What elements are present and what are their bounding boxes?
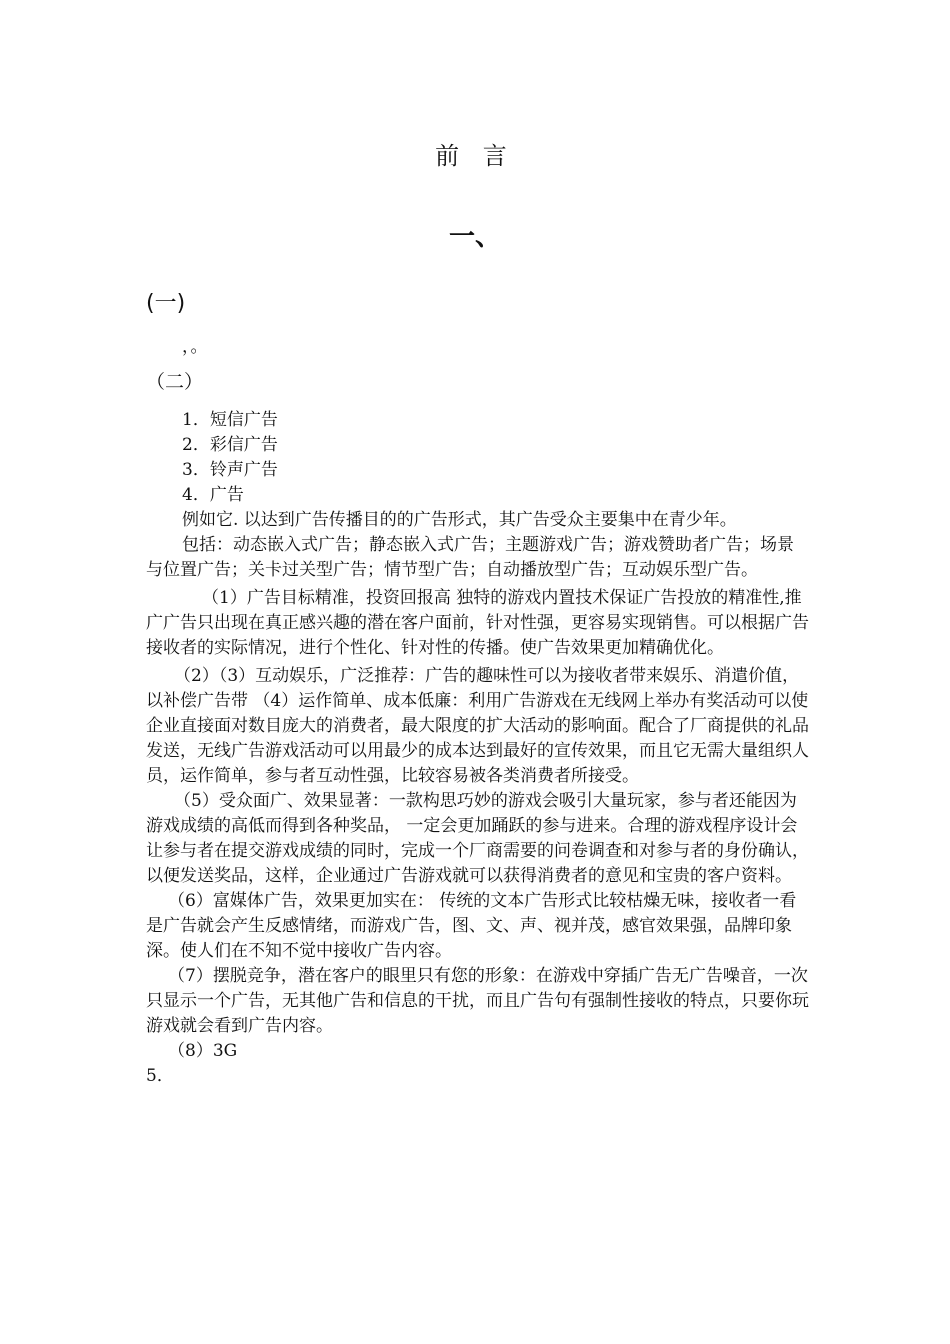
paragraph-example: 例如它. 以达到广告传播目的的广告形式，其广告受众主要集中在青少年。 [182,510,737,530]
paragraph-1: （1）广告目标精准，投资回报高 独特的游戏内置技术保证广告投放的精准性,推广广告只出现在真正感兴趣的潜在客户面前，针对性强，更容易实现销售。可以根据广告接收者的实际情况，进行个性化、针对性的传播。使广告效果更加精确优化。 [146,588,809,658]
page-title: 前 言 [435,142,515,170]
section-1-text: ，。 [182,337,208,357]
section-heading-2: （二） [146,371,204,393]
chapter-heading: 一、 [448,222,501,252]
paragraph-2-4: （2）（3）互动娱乐，广泛推荐：广告的趣味性可以为接收者带来娱乐、消遣价值，以补偿广告带 （4）运作简单、成本低廉：利用广告游戏在无线网上举办有奖活动可以使企业直接面对数目庞大的消费者，最大限度的扩大活动的影响面。配合了厂商提供的礼品发送，无线广告游戏活动可以用最少的成本达到最好的宣传效果，而且它无需大量组织人员，运作简单，参与者互动性强，比较容易被各类消费者所接受。 [146,666,809,786]
paragraph-7: （7）摆脱竞争，潜在客户的眼里只有您的形象：在游戏中穿插广告无广告噪音，一次只显示一个广告，无其他广告和信息的干扰，而且广告句有强制性接收的特点，只要你玩游戏就会看到广告内容。 [146,966,809,1036]
list-item: 2．彩信广告 [182,435,278,455]
list-item: 4．广告 [182,485,244,505]
document-body [146,408,810,1089]
list-item: 1．短信广告 [182,410,278,430]
paragraph-last: 5． [146,1066,174,1086]
list-item: 3．铃声广告 [182,460,278,480]
paragraph-5: （5）受众面广、效果显著：一款构思巧妙的游戏会吸引大量玩家，参与者还能因为游戏成绩的高低而得到各种奖品， 一定会更加踊跃的参与进来。合理的游戏程序设计会让参与者在提交游戏成绩的同时，完成一个厂商需要的问卷调查和对参与者的身份确认，以便发送奖品，这样，企业通过广告游戏就可以获得消费者的意见和宝贵的客户资料。 [146,791,809,886]
section-heading-1: (一) [146,291,186,316]
paragraph-8: （8）3G [168,1041,238,1061]
paragraph-6: （6）富媒体广告，效果更加实在： 传统的文本广告形式比较枯燥无味，接收者一看是广告就会产生反感情绪，而游戏广告，图、文、声、视并茂，感官效果强，品牌印象深。使人们在不知不觉中接收广告内容。 [146,891,797,961]
paragraph-includes: 包括：动态嵌入式广告；静态嵌入式广告；主题游戏广告；游戏赞助者广告；场景与位置广告；关卡过关型广告；情节型广告；自动播放型广告；互动娱乐型广告。 [146,535,794,580]
